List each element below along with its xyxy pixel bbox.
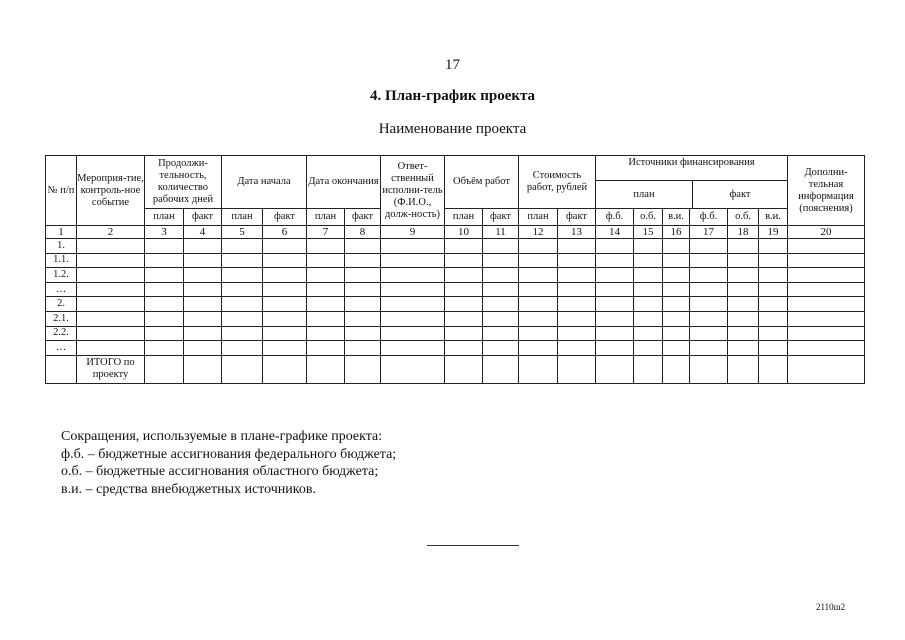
- header-end-date: Дата окончания: [307, 156, 381, 209]
- column-number: 1: [46, 226, 77, 239]
- abbreviation-item: в.и. – средства внебюджетных источников.: [61, 481, 316, 497]
- empty-cell: [596, 239, 634, 254]
- empty-cell: [345, 355, 381, 383]
- header-fact: факт: [483, 209, 519, 226]
- project-name: Наименование проекта: [378, 121, 527, 137]
- empty-cell: [381, 253, 445, 268]
- empty-cell: [381, 311, 445, 326]
- column-number: 12: [519, 226, 558, 239]
- empty-cell: [788, 311, 865, 326]
- empty-cell: [663, 297, 690, 312]
- table-row: [46, 297, 865, 312]
- empty-cell: [345, 341, 381, 356]
- empty-cell: [381, 341, 445, 356]
- header-plan: план: [445, 209, 483, 226]
- empty-cell: [634, 253, 663, 268]
- empty-cell: [483, 239, 519, 254]
- empty-cell: [445, 253, 483, 268]
- header-ob: о.б.: [634, 209, 663, 226]
- empty-cell: [690, 355, 728, 383]
- empty-cell: [728, 282, 759, 297]
- empty-cell: [222, 341, 263, 356]
- empty-cell: [634, 326, 663, 341]
- empty-cell: [445, 282, 483, 297]
- empty-cell: [483, 268, 519, 283]
- header-fact: факт: [558, 209, 596, 226]
- empty-cell: [483, 326, 519, 341]
- column-number: 9: [381, 226, 445, 239]
- empty-cell: [634, 341, 663, 356]
- row-number: 2.1.: [46, 311, 77, 326]
- empty-cell: [519, 282, 558, 297]
- empty-cell: [483, 341, 519, 356]
- empty-cell: [222, 268, 263, 283]
- empty-cell: [634, 282, 663, 297]
- empty-cell: [788, 341, 865, 356]
- column-number: 6: [263, 226, 307, 239]
- column-number: 15: [634, 226, 663, 239]
- empty-cell: [46, 355, 77, 383]
- column-number: 19: [759, 226, 788, 239]
- header-extra-info: Дополни-тельная информация (пояснения): [788, 156, 865, 226]
- empty-cell: [345, 282, 381, 297]
- empty-cell: [445, 297, 483, 312]
- empty-cell: [558, 341, 596, 356]
- empty-cell: [184, 268, 222, 283]
- empty-cell: [145, 311, 184, 326]
- header-events: Мероприя-тие, контроль-ное событие: [77, 156, 145, 226]
- empty-cell: [263, 311, 307, 326]
- table-row: [46, 282, 865, 297]
- empty-cell: [184, 341, 222, 356]
- empty-cell: [663, 253, 690, 268]
- empty-cell: [222, 311, 263, 326]
- empty-cell: [596, 355, 634, 383]
- table-row: [46, 341, 865, 356]
- header-fb: ф.б.: [596, 209, 634, 226]
- empty-cell: [77, 239, 145, 254]
- table-row: [46, 253, 865, 268]
- empty-cell: [445, 355, 483, 383]
- column-number: 18: [728, 226, 759, 239]
- empty-cell: [558, 297, 596, 312]
- empty-cell: [728, 311, 759, 326]
- empty-cell: [788, 268, 865, 283]
- empty-cell: [263, 253, 307, 268]
- empty-cell: [381, 326, 445, 341]
- empty-cell: [483, 253, 519, 268]
- empty-cell: [77, 268, 145, 283]
- empty-cell: [445, 239, 483, 254]
- header-plan: план: [307, 209, 345, 226]
- column-number: 10: [445, 226, 483, 239]
- empty-cell: [263, 297, 307, 312]
- empty-cell: [788, 297, 865, 312]
- header-ob: о.б.: [728, 209, 759, 226]
- empty-cell: [445, 341, 483, 356]
- empty-cell: [145, 341, 184, 356]
- column-number-row: [46, 226, 865, 239]
- empty-cell: [345, 311, 381, 326]
- empty-cell: [759, 341, 788, 356]
- header-num: № п/п: [46, 156, 77, 226]
- empty-cell: [145, 268, 184, 283]
- empty-cell: [222, 326, 263, 341]
- abbreviation-item: о.б. – бюджетные ассигнования областного бюджета;: [61, 464, 379, 479]
- header-sources-plan: план: [596, 181, 693, 208]
- table-row: [46, 326, 865, 341]
- empty-cell: [263, 341, 307, 356]
- empty-cell: [145, 326, 184, 341]
- empty-cell: [690, 268, 728, 283]
- empty-cell: [519, 297, 558, 312]
- empty-cell: [263, 239, 307, 254]
- header-fb: ф.б.: [690, 209, 728, 226]
- table-header: [46, 156, 865, 226]
- empty-cell: [634, 239, 663, 254]
- empty-cell: [558, 355, 596, 383]
- empty-cell: [519, 239, 558, 254]
- empty-cell: [145, 239, 184, 254]
- column-number: 11: [483, 226, 519, 239]
- empty-cell: [663, 311, 690, 326]
- empty-cell: [77, 297, 145, 312]
- divider-line: [427, 545, 519, 546]
- empty-cell: [634, 297, 663, 312]
- empty-cell: [145, 253, 184, 268]
- empty-cell: [222, 239, 263, 254]
- empty-cell: [307, 341, 345, 356]
- page-number: 17: [445, 57, 460, 73]
- table-body: [46, 226, 865, 384]
- empty-cell: [788, 326, 865, 341]
- empty-cell: [483, 311, 519, 326]
- header-start-date: Дата начала: [222, 156, 307, 209]
- column-number: 3: [145, 226, 184, 239]
- column-number: 4: [184, 226, 222, 239]
- empty-cell: [307, 239, 345, 254]
- empty-cell: [728, 355, 759, 383]
- empty-cell: [690, 311, 728, 326]
- empty-cell: [184, 355, 222, 383]
- abbreviations-block: [61, 428, 396, 498]
- empty-cell: [759, 297, 788, 312]
- empty-cell: [184, 297, 222, 312]
- empty-cell: [483, 355, 519, 383]
- empty-cell: [445, 311, 483, 326]
- header-plan: план: [222, 209, 263, 226]
- empty-cell: [634, 311, 663, 326]
- empty-cell: [222, 355, 263, 383]
- empty-cell: [634, 268, 663, 283]
- empty-cell: [558, 253, 596, 268]
- empty-cell: [145, 355, 184, 383]
- empty-cell: [558, 326, 596, 341]
- empty-cell: [759, 311, 788, 326]
- empty-cell: [759, 355, 788, 383]
- empty-cell: [381, 297, 445, 312]
- empty-cell: [596, 282, 634, 297]
- empty-cell: [663, 355, 690, 383]
- empty-cell: [663, 326, 690, 341]
- empty-cell: [788, 282, 865, 297]
- empty-cell: [345, 253, 381, 268]
- empty-cell: [307, 326, 345, 341]
- table-row: [46, 268, 865, 283]
- empty-cell: [381, 268, 445, 283]
- empty-cell: [345, 268, 381, 283]
- empty-cell: [222, 253, 263, 268]
- header-sources-fact: факт: [729, 188, 751, 200]
- empty-cell: [381, 282, 445, 297]
- row-number: …: [46, 341, 77, 356]
- empty-cell: [307, 253, 345, 268]
- empty-cell: [596, 297, 634, 312]
- empty-cell: [558, 282, 596, 297]
- row-number: …: [46, 282, 77, 297]
- empty-cell: [77, 326, 145, 341]
- empty-cell: [77, 253, 145, 268]
- empty-cell: [596, 253, 634, 268]
- header-volume: Объём работ: [445, 156, 519, 209]
- empty-cell: [77, 282, 145, 297]
- header-vi: в.и.: [759, 209, 788, 226]
- column-number: 7: [307, 226, 345, 239]
- empty-cell: [345, 297, 381, 312]
- empty-cell: [759, 282, 788, 297]
- empty-cell: [263, 326, 307, 341]
- header-fact: факт: [345, 209, 381, 226]
- empty-cell: [663, 239, 690, 254]
- abbreviations-intro: Сокращения, используемые в плане-графике проекта:: [61, 429, 383, 444]
- column-number: 17: [690, 226, 728, 239]
- empty-cell: [77, 311, 145, 326]
- total-label: ИТОГО по проекту: [77, 355, 145, 383]
- empty-cell: [690, 282, 728, 297]
- empty-cell: [519, 326, 558, 341]
- column-number: 16: [663, 226, 690, 239]
- empty-cell: [184, 282, 222, 297]
- empty-cell: [184, 311, 222, 326]
- empty-cell: [690, 341, 728, 356]
- empty-cell: [728, 297, 759, 312]
- empty-cell: [263, 355, 307, 383]
- empty-cell: [307, 355, 345, 383]
- empty-cell: [663, 341, 690, 356]
- empty-cell: [690, 326, 728, 341]
- header-plan: план: [519, 209, 558, 226]
- row-number: 1.: [46, 239, 77, 254]
- header-vi: в.и.: [663, 209, 690, 226]
- empty-cell: [759, 326, 788, 341]
- column-number: 2: [77, 226, 145, 239]
- header-duration: Продолжи-тельность, количество рабочих дней: [145, 156, 222, 209]
- empty-cell: [519, 341, 558, 356]
- header-fact: факт: [263, 209, 307, 226]
- header-sources: Источники финансирования: [596, 156, 787, 181]
- header-sources-group: [596, 156, 788, 209]
- row-number: 1.1.: [46, 253, 77, 268]
- column-number: 14: [596, 226, 634, 239]
- column-number: 5: [222, 226, 263, 239]
- empty-cell: [519, 311, 558, 326]
- empty-cell: [634, 355, 663, 383]
- empty-cell: [445, 326, 483, 341]
- empty-cell: [788, 355, 865, 383]
- empty-cell: [596, 341, 634, 356]
- column-number: 13: [558, 226, 596, 239]
- empty-cell: [728, 326, 759, 341]
- empty-cell: [145, 282, 184, 297]
- empty-cell: [558, 239, 596, 254]
- empty-cell: [690, 253, 728, 268]
- empty-cell: [263, 268, 307, 283]
- empty-cell: [307, 282, 345, 297]
- row-number: 2.2.: [46, 326, 77, 341]
- empty-cell: [263, 282, 307, 297]
- empty-cell: [222, 282, 263, 297]
- column-number: 8: [345, 226, 381, 239]
- empty-cell: [788, 253, 865, 268]
- table-row: [46, 311, 865, 326]
- empty-cell: [663, 282, 690, 297]
- empty-cell: [345, 326, 381, 341]
- section-title: 4. План-график проекта: [369, 88, 536, 104]
- empty-cell: [184, 326, 222, 341]
- empty-cell: [307, 311, 345, 326]
- header-responsible: Ответ-ственный исполни-тель (Ф.И.О., долж-ность): [381, 156, 445, 226]
- empty-cell: [558, 268, 596, 283]
- header-cost: Стоимость работ, рублей: [519, 156, 596, 209]
- empty-cell: [558, 311, 596, 326]
- empty-cell: [728, 253, 759, 268]
- empty-cell: [483, 282, 519, 297]
- empty-cell: [759, 253, 788, 268]
- empty-cell: [728, 341, 759, 356]
- empty-cell: [381, 355, 445, 383]
- empty-cell: [596, 268, 634, 283]
- empty-cell: [345, 239, 381, 254]
- empty-cell: [519, 253, 558, 268]
- empty-cell: [596, 326, 634, 341]
- empty-cell: [307, 297, 345, 312]
- empty-cell: [690, 239, 728, 254]
- empty-cell: [690, 297, 728, 312]
- abbreviation-item: ф.б. – бюджетные ассигнования федерального бюджета;: [61, 446, 397, 462]
- empty-cell: [483, 297, 519, 312]
- empty-cell: [307, 268, 345, 283]
- header-fact: факт: [184, 209, 222, 226]
- header-plan: план: [145, 209, 184, 226]
- table-row: [46, 239, 865, 254]
- empty-cell: [519, 268, 558, 283]
- total-row: [46, 355, 865, 383]
- empty-cell: [759, 268, 788, 283]
- empty-cell: [222, 297, 263, 312]
- column-number: 20: [788, 226, 865, 239]
- empty-cell: [77, 341, 145, 356]
- empty-cell: [184, 239, 222, 254]
- empty-cell: [728, 239, 759, 254]
- footer-code: 2110ш2: [816, 602, 846, 612]
- empty-cell: [145, 297, 184, 312]
- row-number: 1.2.: [46, 268, 77, 283]
- empty-cell: [788, 239, 865, 254]
- plan-schedule-table: [45, 155, 865, 384]
- empty-cell: [663, 268, 690, 283]
- empty-cell: [381, 239, 445, 254]
- empty-cell: [759, 239, 788, 254]
- empty-cell: [596, 311, 634, 326]
- empty-cell: [519, 355, 558, 383]
- empty-cell: [445, 268, 483, 283]
- row-number: 2.: [46, 297, 77, 312]
- empty-cell: [728, 268, 759, 283]
- empty-cell: [184, 253, 222, 268]
